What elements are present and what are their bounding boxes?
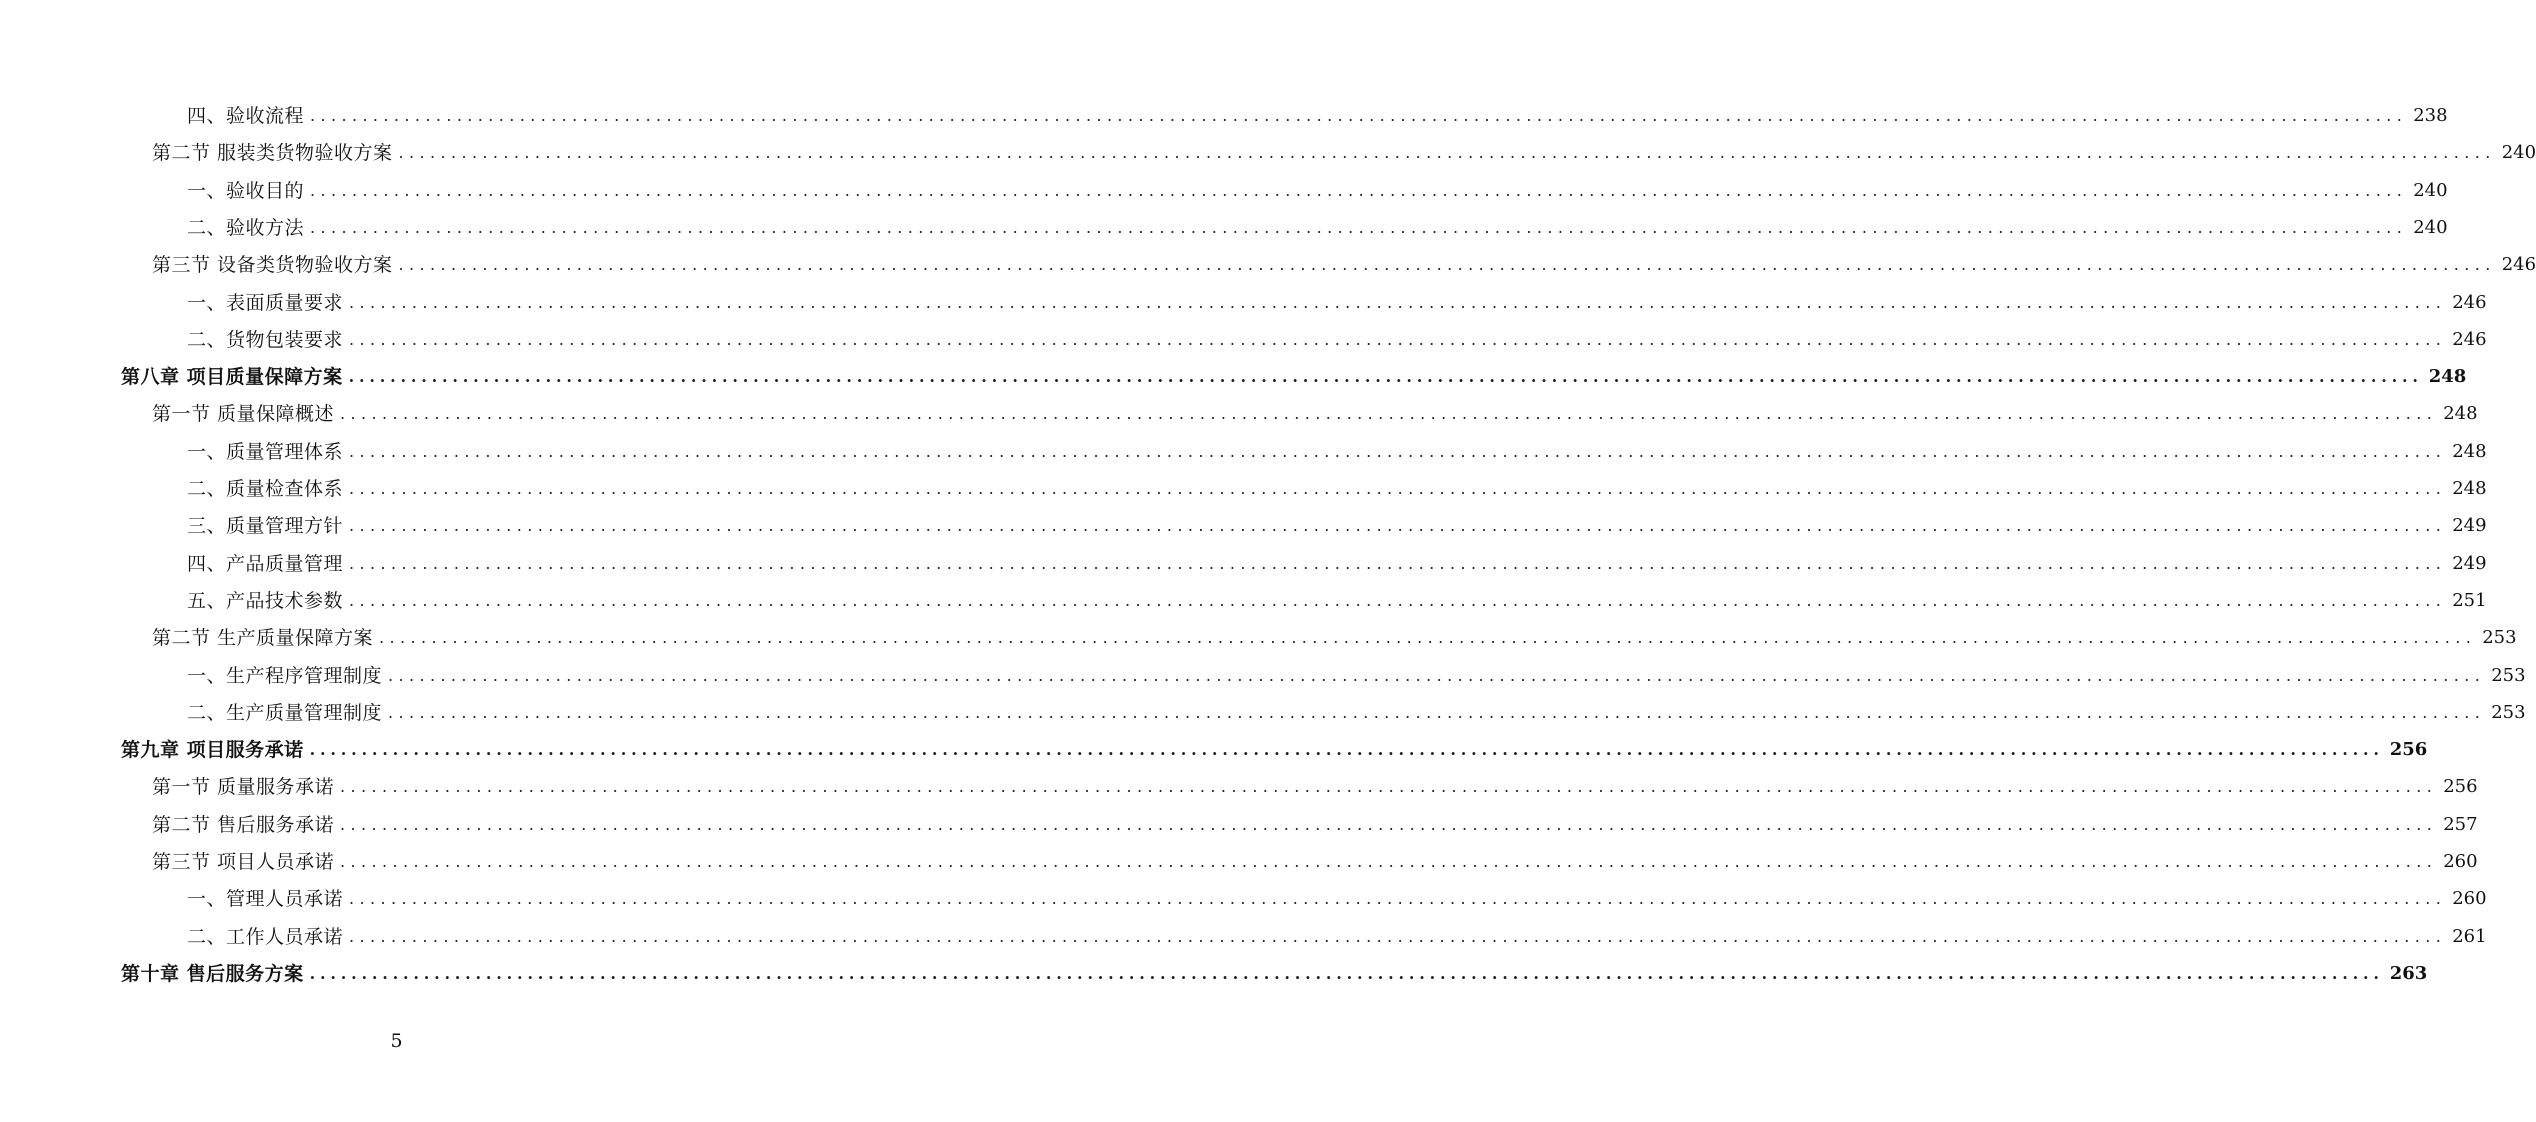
toc-entry-sub[interactable] <box>0 100 2448 132</box>
toc-entry-row <box>121 734 2428 766</box>
toc-leader-dots: ........................................................................................................................................................................................................ <box>349 553 2447 573</box>
toc-entry-title: 一、生产程序管理制度 <box>187 664 383 687</box>
toc-entry-row <box>187 175 2448 207</box>
toc-leader-dots: ........................................................................................................................................................................................................ <box>398 143 2496 163</box>
toc-entry-title: 四、产品质量管理 <box>187 552 344 575</box>
toc-entry-title: 第一节 质量服务承诺 <box>152 776 335 799</box>
toc-entry-sub[interactable] <box>0 510 2487 542</box>
toc-leader-dots: ........................................................................................................................................................................................................ <box>398 255 2496 275</box>
toc-entry-page: 256 <box>2389 739 2428 761</box>
toc-entry-sub[interactable] <box>0 660 2526 692</box>
toc-entry-row <box>187 436 2487 468</box>
toc-entry-sec[interactable] <box>0 398 2478 430</box>
toc-entry-page: 249 <box>2452 552 2487 574</box>
toc-entry-page: 251 <box>2452 589 2487 611</box>
toc-entry-row <box>152 622 2517 654</box>
toc-leader-dots: ........................................................................................................................................................................................................ <box>309 740 2384 760</box>
toc-leader-dots: ........................................................................................................................................................................................................ <box>349 889 2447 909</box>
toc-leader-dots: ........................................................................................................................................................................................................ <box>309 963 2384 983</box>
toc-entry-row <box>187 287 2487 319</box>
toc-entry-sub[interactable] <box>0 548 2487 580</box>
toc-entry-chap[interactable] <box>0 734 2428 766</box>
toc-entry-row <box>152 249 2536 281</box>
toc-entry-title: 第一节 质量保障概述 <box>152 403 335 426</box>
toc-entry-title: 一、质量管理体系 <box>187 440 344 463</box>
toc-entry-row <box>121 361 2467 393</box>
toc-entry-title: 二、货物包装要求 <box>187 328 344 351</box>
toc-entry-title: 第十章 售后服务方案 <box>121 962 304 985</box>
toc-entry-sec[interactable] <box>0 771 2478 803</box>
toc-entry-title: 三、质量管理方针 <box>187 515 344 538</box>
toc-entry-row <box>187 883 2487 915</box>
toc-entry-page: 248 <box>2452 440 2487 462</box>
toc-entry-page: 256 <box>2443 776 2478 798</box>
toc-entry-page: 248 <box>2443 403 2478 425</box>
toc-entry-row <box>187 548 2487 580</box>
toc-entry-page: 246 <box>2501 254 2536 276</box>
toc-entry-title: 第三节 项目人员承诺 <box>152 851 335 873</box>
toc-leader-dots: ........................................................................................................................................................................................................ <box>349 479 2447 498</box>
toc-leader-dots: ........................................................................................................................................................................................................ <box>340 404 2438 424</box>
toc-entry-page: 238 <box>2413 105 2448 126</box>
toc-entry-page: 246 <box>2452 291 2487 313</box>
toc-leader-dots: ........................................................................................................................................................................................................ <box>349 329 2447 349</box>
toc-entry-sub[interactable] <box>0 883 2487 915</box>
toc-leader-dots: ........................................................................................................................................................................................................ <box>388 702 2486 722</box>
toc-leader-dots: ........................................................................................................................................................................................................ <box>310 180 2408 200</box>
toc-entry-sec[interactable] <box>0 249 2536 281</box>
toc-entry-row <box>152 398 2478 430</box>
toc-entry-row <box>187 660 2526 692</box>
toc-entry-page: 260 <box>2452 888 2487 910</box>
toc-entry-row <box>187 510 2487 542</box>
toc-entry-chap[interactable] <box>0 958 2428 990</box>
toc-leader-dots: ........................................................................................................................................................................................................ <box>349 590 2447 610</box>
toc-leader-dots: ........................................................................................................................................................................................................ <box>340 814 2438 834</box>
toc-leader-dots: ........................................................................................................................................................................................................ <box>349 292 2447 312</box>
toc-leader-dots: ........................................................................................................................................................................................................ <box>349 441 2447 461</box>
toc-leader-dots: ........................................................................................................................................................................................................ <box>379 628 2477 648</box>
toc-entry-title: 二、生产质量管理制度 <box>187 701 383 724</box>
toc-leader-dots: ........................................................................................................................................................................................................ <box>349 516 2447 536</box>
toc-entry-sub[interactable] <box>0 175 2448 207</box>
toc-entry-title: 二、验收方法 <box>187 216 305 239</box>
toc-entry-title: 一、管理人员承诺 <box>187 888 344 911</box>
toc-entry-page: 260 <box>2443 851 2478 872</box>
toc-entry-title: 一、表面质量要求 <box>187 291 344 314</box>
toc-entry-title: 一、验收目的 <box>187 179 305 202</box>
toc-entry-title: 二、工作人员承诺 <box>187 925 344 948</box>
toc-entry-page: 240 <box>2413 179 2448 201</box>
toc-entry-title: 第三节 设备类货物验收方案 <box>152 254 393 277</box>
toc-entry-title: 第二节 服装类货物验收方案 <box>152 142 393 165</box>
toc-entry-page: 257 <box>2443 813 2478 835</box>
toc-entry-title: 第二节 生产质量保障方案 <box>152 627 374 650</box>
toc-entry-page: 253 <box>2482 627 2517 649</box>
toc-entry-page: 253 <box>2491 701 2526 723</box>
toc-entry-row <box>152 809 2478 841</box>
page-number: 5 <box>390 1030 403 1052</box>
toc-entry-sub[interactable] <box>0 697 2526 729</box>
toc-entry-row <box>152 771 2478 803</box>
toc-leader-dots: ........................................................................................................................................................................................................ <box>310 217 2408 237</box>
toc-leader-dots: ........................................................................................................................................................................................................ <box>340 852 2438 871</box>
toc-leader-dots: ........................................................................................................................................................................................................ <box>310 106 2408 125</box>
toc-entry-sec[interactable] <box>0 846 2478 878</box>
toc-entry-row <box>152 846 2478 878</box>
toc-entry-page: 248 <box>2428 366 2467 388</box>
toc-entry-title: 第二节 售后服务承诺 <box>152 813 335 836</box>
toc-entry-row <box>187 212 2448 244</box>
toc-entry-sub[interactable] <box>0 212 2448 244</box>
toc-entry-row <box>121 958 2428 990</box>
toc-entry-row <box>187 324 2487 356</box>
toc-entry-title: 二、质量检查体系 <box>187 478 344 500</box>
toc-entry-page: 249 <box>2452 515 2487 537</box>
toc-entry-sub[interactable] <box>0 436 2487 468</box>
toc-entry-row <box>187 585 2487 617</box>
toc-entry-title: 五、产品技术参数 <box>187 589 344 612</box>
toc-entry-sec[interactable] <box>0 137 2536 169</box>
toc-leader-dots: ........................................................................................................................................................................................................ <box>349 926 2447 946</box>
toc-entry-page: 246 <box>2452 328 2487 350</box>
toc-entry-page: 240 <box>2413 216 2448 238</box>
toc-entry-sub[interactable] <box>0 473 2487 505</box>
toc-entry-page: 248 <box>2452 478 2487 499</box>
toc-leader-dots: ........................................................................................................................................................................................................ <box>348 367 2423 387</box>
toc-entry-row <box>152 137 2536 169</box>
toc-entry-page: 240 <box>2501 142 2536 164</box>
toc-entry-sub[interactable] <box>0 585 2487 617</box>
toc-entry-title: 四、验收流程 <box>187 105 305 127</box>
toc-entry-row <box>187 100 2448 132</box>
toc-leader-dots: ........................................................................................................................................................................................................ <box>388 665 2486 685</box>
toc-leader-dots: ........................................................................................................................................................................................................ <box>340 777 2438 797</box>
toc-entry-title: 第八章 项目质量保障方案 <box>121 366 343 389</box>
toc-entry-row <box>187 473 2487 505</box>
toc-entry-row <box>187 921 2487 953</box>
toc-entry-title: 第九章 项目服务承诺 <box>121 739 304 762</box>
toc-entry-page: 263 <box>2389 962 2428 984</box>
toc-entry-chap[interactable] <box>0 361 2467 393</box>
toc-entry-sec[interactable] <box>0 809 2478 841</box>
toc-entry-sub[interactable] <box>0 324 2487 356</box>
toc-entry-row <box>187 697 2526 729</box>
toc-entry-sec[interactable] <box>0 622 2517 654</box>
toc-entry-sub[interactable] <box>0 921 2487 953</box>
toc-entry-sub[interactable] <box>0 287 2487 319</box>
toc-entry-page: 261 <box>2452 925 2487 947</box>
toc-entry-page: 253 <box>2491 664 2526 686</box>
